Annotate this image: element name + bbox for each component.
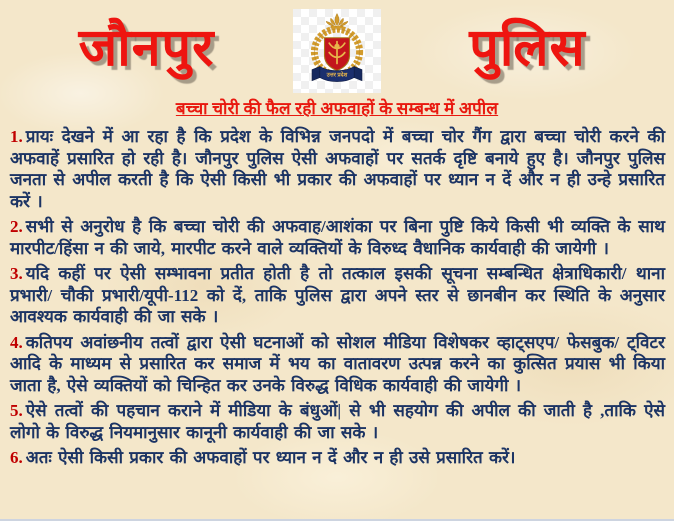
appeal-subtitle: बच्चा चोरी की फैल रही अफवाहों के सम्बन्ध में अपील: [175, 99, 499, 118]
paragraph-4-text: कतिपय अवांछनीय तत्वों द्वारा ऐसी घटनाओं को सोशल मीडिया विशेषकर व्हाट्सएप/ फेसबुक/ ट्विटर आदि के माध्यम से प्रसारित कर समाज में भय का वातावरण उत्पन्न करने का कुत्सित प्रयास भी किया जाता है, ऐसे व्यक्तियों को चिन्हित कर उनके विरुद्ध विधिक कार्यवाही की जायेगी ।: [10, 332, 665, 395]
paragraph-6: [10, 447, 665, 469]
paragraph-4: [10, 332, 665, 397]
paragraph-6-text: अतः ऐसी किसी प्रकार की अफवाहों पर ध्यान न दें और न ही उसे प्रसारित करें।: [25, 448, 516, 467]
paragraph-2-text: सभी से अनुरोध है कि बच्चा चोरी की अफवाह/आशंका पर बिना पुष्टि किये किसी भी व्यक्ति के साथ मारपीट/हिंसा न की जाये, मारपीट करने वाले व्यक्तियों के विरुध्द वैधानिक कार्यवाही की जायेगी ।: [10, 217, 665, 258]
paragraph-5-number: 5.: [10, 401, 23, 420]
paragraph-3: [10, 263, 665, 328]
title-left: जौनपुर: [78, 20, 215, 77]
paragraph-1-number: 1.: [10, 127, 23, 146]
paragraph-1: [10, 126, 665, 212]
paragraph-5: [10, 400, 665, 443]
header: [0, 0, 674, 93]
title-right: पुलिस: [469, 20, 586, 77]
appeal-body: [0, 119, 674, 469]
paragraph-4-number: 4.: [10, 332, 23, 352]
up-police-emblem-icon: [293, 9, 381, 93]
paragraph-6-number: 6.: [10, 448, 23, 467]
emblem-ribbon-text: उत्तर प्रदेश: [326, 72, 348, 79]
paragraph-5-text: ऐसे तत्वों की पहचान कराने में मीडिया के बंधुओं| से भी सहयोग की अपील की जाती है ,ताकि ऐसे लोगो के विरुद्ध नियमानुसार कानूनी कार्यवाही की जा सके ।: [10, 401, 665, 442]
paragraph-3-text: यदि कहीं पर ऐसी सम्भावना प्रतीत होती है तो तत्काल इसकी सूचना सम्बन्धित क्षेत्राधिकारी/ थाना प्रभारी/ चौकी प्रभारी/यूपी-112 को दें, ताकि पुलिस द्वारा अपने स्तर से छानबीन कर स्थिति के अनुसार आवश्यक कार्यवाही की जा सके ।: [10, 264, 665, 326]
paragraph-1-text: प्रायः देखने में आ रहा है कि प्रदेश के विभिन्न जनपदो में बच्चा चोर गैंग द्वारा बच्चा चोरी करने की अफवाहें प्रसारित हो रही है। जौनपुर पुलिस ऐसी अफवाहों पर सतर्क दृष्टि बनाये हुए है। जौनपुर पुलिस जनता से अपील करती है कि ऐसी किसी भी प्रकार की अफवाहों पर ध्यान न दें और न ही उन्हे प्रसारित करें ।: [10, 127, 665, 211]
paragraph-2: [10, 216, 665, 259]
paragraph-2-number: 2.: [10, 217, 23, 236]
paragraph-3-number: 3.: [10, 264, 23, 283]
